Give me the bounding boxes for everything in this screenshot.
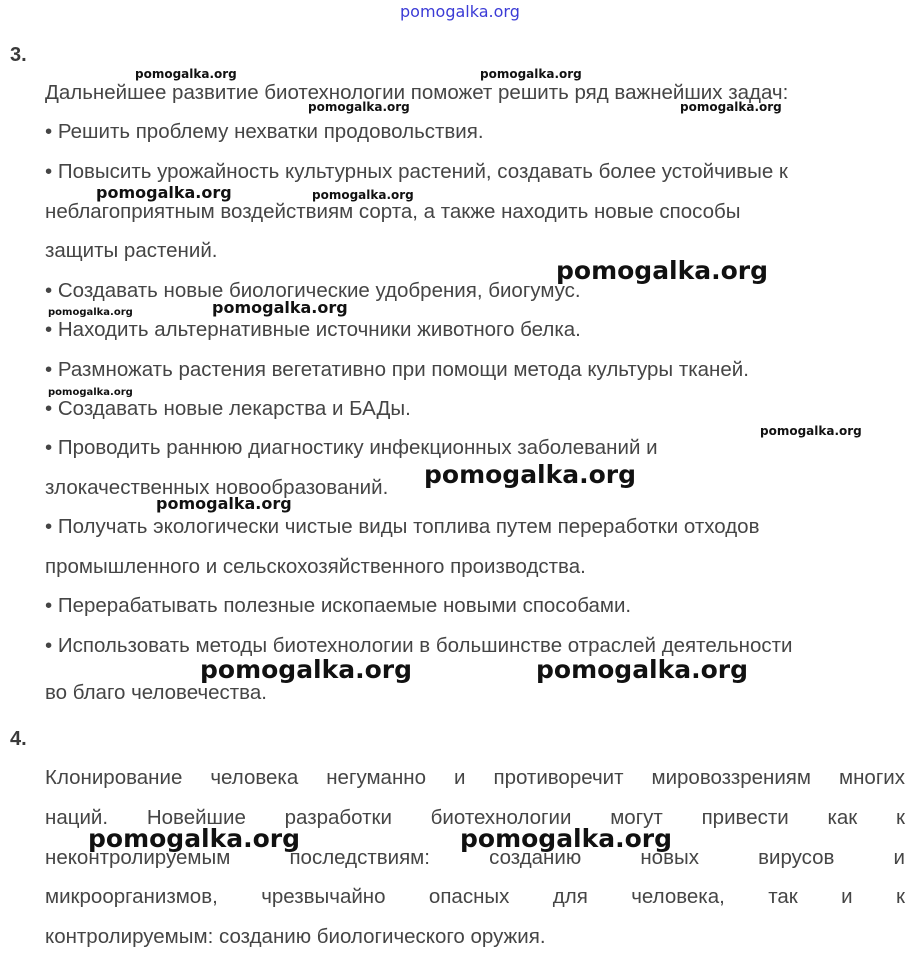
list-item-continuation: неблагоприятным воздействиям сорта, а также находить новые способы [45, 200, 741, 223]
list-item-continuation: защиты растений. [45, 239, 218, 262]
paragraph-line: наций. Новейшие разработки биотехнологии могут привести как к [45, 806, 905, 829]
list-item: • Повысить урожайность культурных растений, создавать более устойчивые к [45, 160, 788, 183]
section-3-intro: Дальнейшее развитие биотехнологии поможет решить ряд важнейших задач: [45, 81, 789, 104]
watermark: pomogalka.org [48, 307, 133, 318]
list-item: • Создавать новые лекарства и БАДы. [45, 397, 411, 420]
section-3-number: 3. [10, 44, 27, 66]
list-item: • Находить альтернативные источники животного белка. [45, 318, 581, 341]
list-item-continuation: во благо человечества. [45, 681, 267, 704]
watermark: pomogalka.org [135, 67, 237, 81]
watermark: pomogalka.org [96, 183, 232, 202]
watermark: pomogalka.org [212, 298, 348, 317]
watermark: pomogalka.org [88, 824, 301, 853]
list-item: • Решить проблему нехватки продовольствия. [45, 120, 484, 143]
paragraph-line: Клонирование человека негуманно и противоречит мировоззрениям многих [45, 766, 905, 789]
watermark: pomogalka.org [156, 494, 292, 513]
watermark: pomogalka.org [200, 655, 413, 684]
watermark: pomogalka.org [556, 256, 769, 285]
watermark: pomogalka.org [308, 100, 410, 114]
list-item: • Создавать новые биологические удобрения, биогумус. [45, 279, 581, 302]
paragraph-line: контролируемым: созданию биологического оружия. [45, 925, 546, 948]
section-4-number: 4. [10, 728, 27, 750]
site-watermark-top: pomogalka.org [400, 2, 520, 21]
list-item: • Перерабатывать полезные ископаемые новыми способами. [45, 594, 632, 617]
list-item: • Проводить раннюю диагностику инфекционных заболеваний и [45, 436, 658, 459]
list-item-continuation: промышленного и сельскохозяйственного производства. [45, 555, 586, 578]
watermark: pomogalka.org [424, 460, 637, 489]
watermark: pomogalka.org [480, 67, 582, 81]
watermark: pomogalka.org [760, 424, 862, 438]
watermark: pomogalka.org [460, 824, 673, 853]
watermark: pomogalka.org [312, 188, 414, 202]
paragraph-line: микроорганизмов, чрезвычайно опасных для человека, так и к [45, 885, 905, 908]
list-item: • Использовать методы биотехнологии в большинстве отраслей деятельности [45, 634, 793, 657]
watermark: pomogalka.org [536, 655, 749, 684]
paragraph-line: неконтролируемым последствиям: созданию новых вирусов и [45, 846, 905, 869]
watermark: pomogalka.org [48, 387, 133, 398]
list-item: • Размножать растения вегетативно при помощи метода культуры тканей. [45, 358, 749, 381]
watermark: pomogalka.org [680, 100, 782, 114]
list-item: • Получать экологически чистые виды топлива путем переработки отходов [45, 515, 760, 538]
list-item-continuation: злокачественных новообразований. [45, 476, 389, 499]
